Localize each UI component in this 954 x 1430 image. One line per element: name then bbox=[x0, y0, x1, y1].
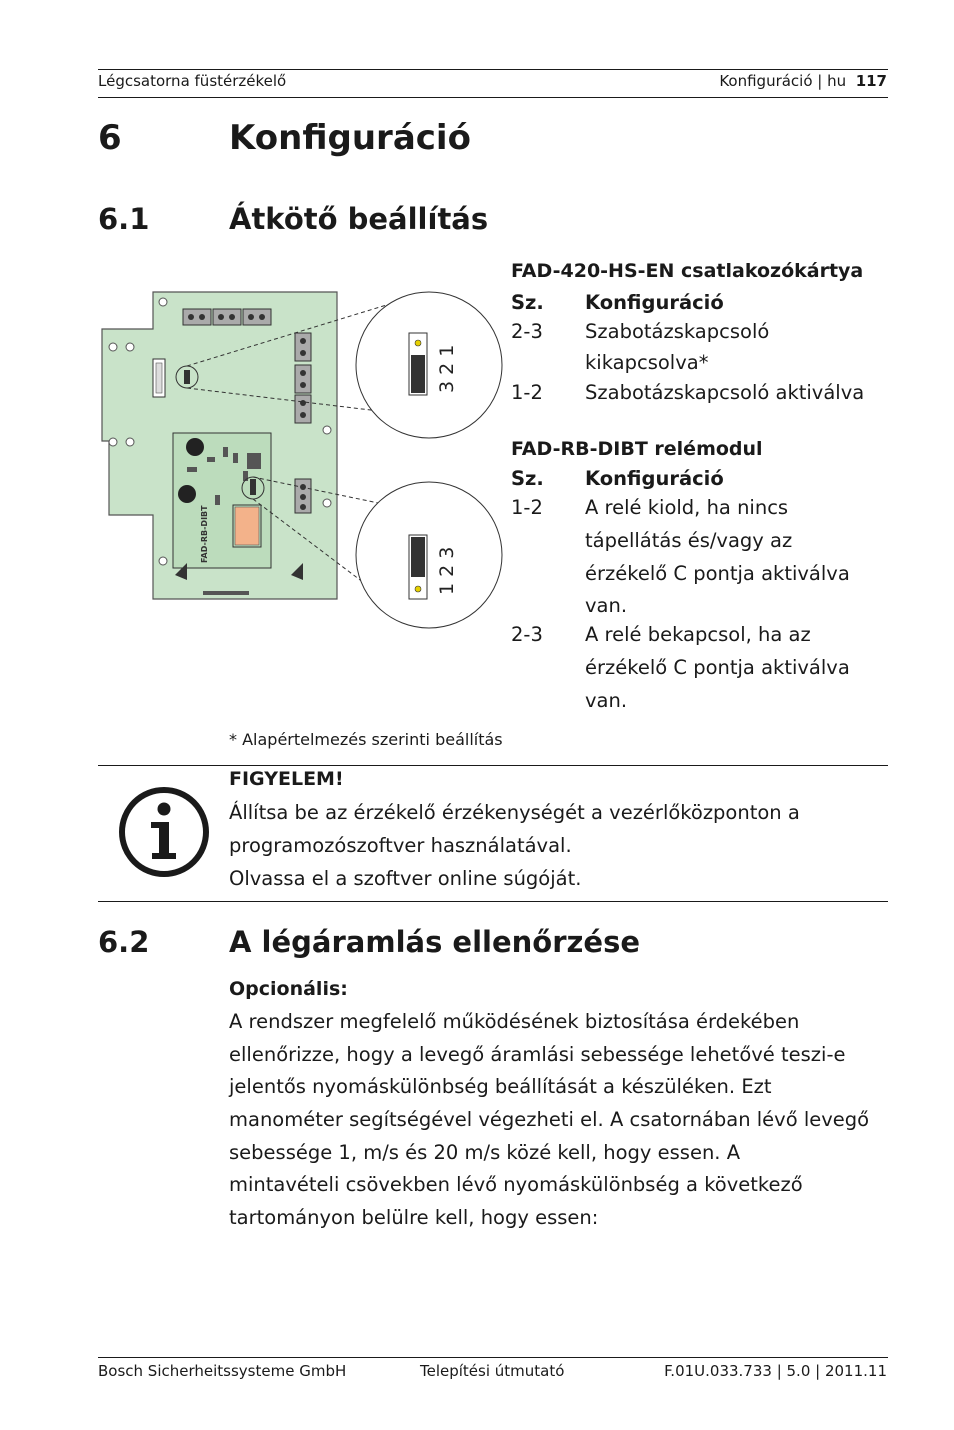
section2-number: 6.2 bbox=[98, 925, 150, 959]
section2-line-5: sebessége 1, m/s és 20 m/s közé kell, hogy essen. A bbox=[229, 1141, 741, 1164]
section2-line-6: mintavételi csövekben lévő nyomáskülönbség a következő bbox=[229, 1173, 803, 1196]
table1-title: FAD-420-HS-EN csatlakozókártya bbox=[511, 260, 864, 282]
table2-row1-line1: A relé kiold, ha nincs bbox=[585, 496, 789, 519]
notice-line-1: Állítsa be az érzékelő érzékenységét a vezérlőközponton a bbox=[229, 801, 800, 824]
header-right bbox=[719, 72, 887, 90]
footer-right: F.01U.033.733 | 5.0 | 2011.11 bbox=[664, 1362, 887, 1380]
notice-line-2: programozószoftver használatával. bbox=[229, 834, 572, 857]
table1-col1-header: Sz. bbox=[511, 291, 544, 314]
table1-row1-no: 2-3 bbox=[511, 320, 543, 343]
table1-row2-no: 1-2 bbox=[511, 381, 543, 404]
section2-line-2: ellenőrizze, hogy a levegő áramlási sebessége lehetővé teszi-e bbox=[229, 1043, 846, 1066]
table2-row1-no: 1-2 bbox=[511, 496, 543, 519]
page-number: 117 bbox=[855, 72, 887, 90]
notice-bottom-rule bbox=[98, 901, 888, 902]
table2-row2-no: 2-3 bbox=[511, 623, 543, 646]
footnote: * Alapértelmezés szerinti beállítás bbox=[229, 730, 503, 749]
top-jumper-digits: 3 2 1 bbox=[436, 344, 458, 393]
table1-col2-header: Konfiguráció bbox=[585, 291, 724, 314]
table2-row2-line3: van. bbox=[585, 689, 628, 712]
info-icon bbox=[117, 785, 211, 879]
board-label: FAD-RB-DIBT bbox=[200, 505, 209, 563]
table1-row1-line1: Szabotázskapcsoló bbox=[585, 320, 770, 343]
section2-line-3: jelentős nyomáskülönbség beállítását a készüléken. Ezt bbox=[229, 1075, 772, 1098]
chapter-number: 6 bbox=[98, 118, 122, 158]
table2-title: FAD-RB-DIBT relémodul bbox=[511, 438, 763, 460]
bottom-jumper-digits: 1 2 3 bbox=[436, 546, 458, 595]
section2-title: A légáramlás ellenőrzése bbox=[229, 925, 640, 959]
table1-row1-line2: kikapcsolva* bbox=[585, 351, 709, 374]
notice-title: FIGYELEM! bbox=[229, 768, 344, 790]
section1-number: 6.1 bbox=[98, 202, 150, 236]
table2-row2-line1: A relé bekapcsol, ha az bbox=[585, 623, 811, 646]
section2-line-4: manométer segítségével végezheti el. A csatornában lévő levegő bbox=[229, 1108, 870, 1131]
table2-col1-header: Sz. bbox=[511, 467, 544, 490]
jumper-diagram bbox=[95, 285, 505, 645]
notice-top-rule bbox=[98, 765, 888, 766]
table2-col2-header: Konfiguráció bbox=[585, 467, 724, 490]
footer-center: Telepítési útmutató bbox=[420, 1362, 565, 1380]
header-top-rule bbox=[98, 69, 888, 70]
header-left: Légcsatorna füstérzékelő bbox=[98, 72, 287, 90]
footer-rule bbox=[98, 1357, 888, 1358]
table2-row1-line2: tápellátás és/vagy az bbox=[585, 529, 793, 552]
header-right-text: Konfiguráció | hu bbox=[719, 72, 847, 90]
table2-row1-line3: érzékelő C pontja aktiválva bbox=[585, 562, 850, 585]
footer-left: Bosch Sicherheitssysteme GmbH bbox=[98, 1362, 347, 1380]
table2-row2-line2: érzékelő C pontja aktiválva bbox=[585, 656, 850, 679]
section2-line-1: A rendszer megfelelő működésének biztosítása érdekében bbox=[229, 1010, 800, 1033]
section1-title: Átkötő beállítás bbox=[229, 202, 489, 236]
table2-row1-line4: van. bbox=[585, 594, 628, 617]
header-bottom-rule bbox=[98, 97, 888, 98]
section2-line-7: tartományon belülre kell, hogy essen: bbox=[229, 1206, 599, 1229]
section2-subtitle: Opcionális: bbox=[229, 978, 348, 1000]
notice-line-3: Olvassa el a szoftver online súgóját. bbox=[229, 867, 582, 890]
chapter-title: Konfiguráció bbox=[229, 118, 471, 158]
table1-row2-line1: Szabotázskapcsoló aktiválva bbox=[585, 381, 865, 404]
